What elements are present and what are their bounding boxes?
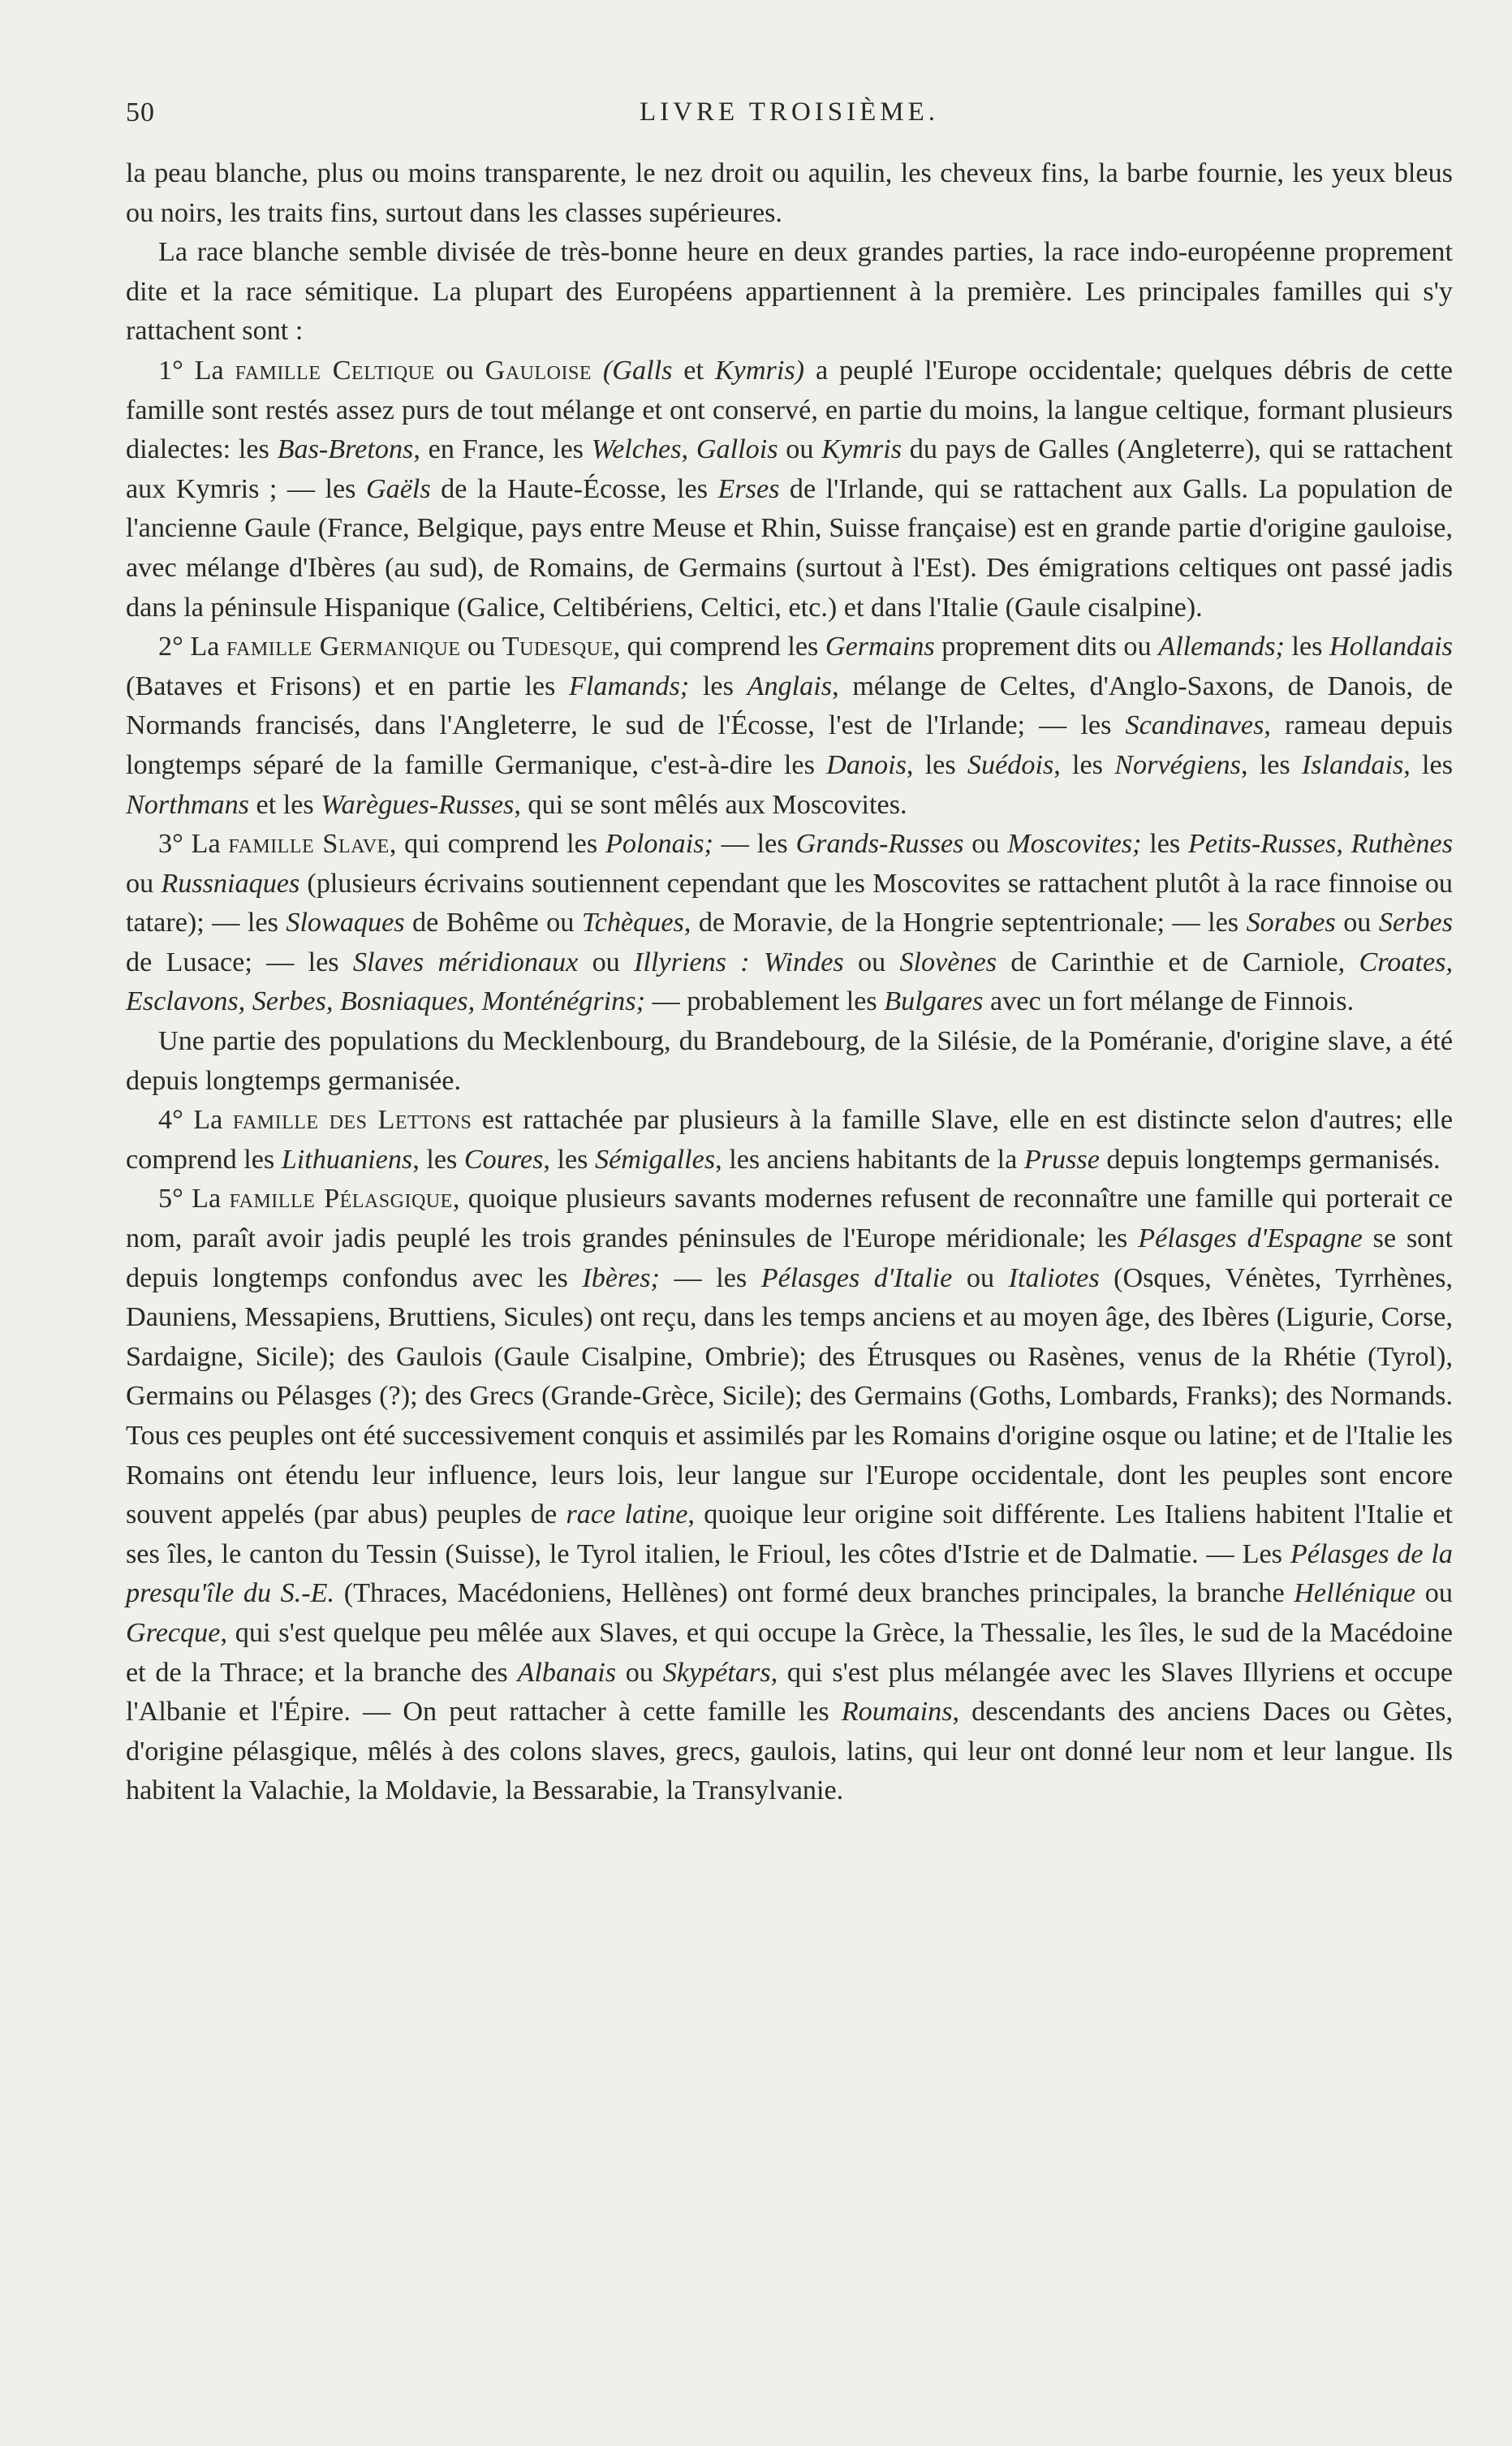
text-run: (plusieurs écrivains soutiennent cependant que les Moscovites se rattachent plutôt à la race finnoise ou tatare); — les — [126, 868, 1454, 938]
text-run: , qui s'est quelque peu mêlée aux Slaves, et qui occupe la Grèce, la Thessalie, les îles, le sud de la Macédoine et de la Thrace; et la branche des — [126, 1617, 1453, 1688]
italic-term: race latine — [566, 1499, 688, 1530]
text-run: de Carinthie et de Carniole, — [997, 947, 1359, 977]
text-run: ou — [843, 947, 900, 977]
italic-term: Grecque — [126, 1617, 221, 1648]
italic-term: Allemands; — [1158, 632, 1285, 662]
text-run: , les — [1403, 749, 1454, 780]
paragraph-p0 — [126, 154, 1453, 233]
text-run: de la Haute-Écosse, les — [430, 473, 718, 504]
text-run: ou — [1335, 908, 1379, 938]
paragraph-p5 — [126, 1022, 1453, 1101]
text-run: — les — [713, 829, 796, 860]
italic-term: Serbes — [1378, 908, 1454, 938]
text-run: , rameau depuis longtemps séparé de la famille Germanique, c'est-à-dire les — [126, 710, 1453, 780]
text-run: ou — [616, 1657, 663, 1688]
text-run: les — [689, 671, 747, 701]
italic-term: Sorabes — [1246, 908, 1336, 938]
italic-term: Islandais — [1301, 749, 1404, 780]
italic-term: Scandinaves — [1125, 710, 1264, 741]
text-run: (Osques, Vénètes, Tyrrhènes, Dauniens, Messapiens, Bruttiens, Sicules) ont reçu, dans les temps anciens et au moyen âge, des Ibères (Ligurie, Corse, Sardaigne, Sicile); des Gaulois (Gaule Cisalpine, Ombrie); des Étrusques ou Rasènes, venus de la Rhétie (Tyrol), Germains ou Pélasges (?); des Grecs (Grande-Grèce, Sicile); des Germains (Goths, Lombards, Franks); des Normands. Tous ces peuples ont été successivement conquis et assimilés par les Romains d'origine osque ou latine; et de l'Italie les Romains ont étendu leur influence, leurs lois, leur langue sur l'Europe occidentale, dont les peuples sont encore souvent appelés (par abus) peuples de — [126, 1262, 1453, 1530]
italic-term: Petits-Russes, Ruthènes — [1188, 829, 1453, 860]
italic-term: Bas-Bretons — [277, 434, 414, 465]
text-run: , qui comprend les — [613, 632, 825, 662]
italic-term: Roumains — [841, 1697, 953, 1728]
text-run: ou — [952, 1262, 1009, 1293]
family-heading: Gauloise — [485, 355, 592, 386]
italic-term: Slaves méridionaux — [352, 947, 579, 977]
italic-term: Slowaques — [286, 908, 405, 938]
italic-term: Ibères; — [582, 1262, 660, 1293]
text-run: , de Moravie, de la Hongrie septentrionale; — les — [683, 908, 1247, 938]
text-run: la peau blanche, plus ou moins transparente, le nez droit ou aquilin, les cheveux fins, la barbe fournie, les yeux bleus ou noirs, les traits fins, surtout dans les classes supérieures. — [126, 158, 1453, 228]
italic-term: (Galls — [592, 355, 673, 386]
page-number: 50 — [126, 97, 155, 127]
italic-term: Gaëls — [365, 473, 431, 504]
text-run: ou — [578, 947, 635, 977]
text-run: , quoique leur origine soit différente. Les Italiens habitent l'Italie et ses îles, le canton du Tessin (Suisse), le Tyrol italien, le Frioul, les côtes d'Istrie et de Dalmatie. — Les — [126, 1499, 1454, 1569]
text-run: a peuplé l'Europe occidentale; quelques débris de cette famille sont restés assez purs de tout mélange et ont conservé, en partie du moins, la langue celtique, formant plusieurs dialectes: les — [126, 355, 1453, 465]
italic-term: Moscovites; — [1007, 829, 1142, 860]
text-run: , qui comprend les — [389, 829, 605, 860]
body-text — [126, 154, 1453, 1811]
italic-term: Albanais — [517, 1657, 617, 1688]
text-run: de l'Irlande, qui se rattachent aux Galls. La population de l'ancienne Gaule (France, Belgique, pays entre Meuse et Rhin, Suisse française) est en grande partie d'origine gauloise, avec mélange d'Ibères (au sud), de Romains, de Germains (surtout à l'Est). Des émigrations celtiques ont passé jadis dans la péninsule Hispanique (Galice, Celtibériens, Celtici, etc.) et dans l'Italie (Gaule cisalpine). — [126, 473, 1453, 623]
italic-term: Welches, Gallois — [591, 434, 778, 465]
text-run: , les anciens habitants de la — [715, 1144, 1024, 1175]
italic-term: Kymris) — [714, 355, 805, 386]
text-run: depuis longtemps germanisés. — [1099, 1144, 1441, 1175]
paragraph-p2 — [126, 352, 1453, 628]
family-heading: famille Slave — [228, 829, 390, 860]
italic-term: Slovènes — [899, 947, 997, 977]
italic-term: Russniaques — [161, 868, 300, 899]
italic-term: Suédois — [967, 749, 1054, 780]
text-run: , mélange de Celtes, d'Anglo-Saxons, de Danois, de Normands francisés, dans l'Angleterre, le sud de l'Écosse, l'est de l'Irlande; — les — [126, 671, 1453, 741]
italic-term: Prusse — [1023, 1144, 1100, 1175]
text-run: — les — [659, 1262, 761, 1293]
text-run: les — [1284, 632, 1330, 662]
paragraph-p7 — [126, 1180, 1453, 1811]
text-run: — probablement les — [644, 986, 885, 1017]
text-run: Une partie des populations du Mecklenbourg, du Brandebourg, de la Silésie, de la Poméranie, d'origine slave, a été depuis longtemps germanisée. — [126, 1026, 1453, 1096]
text-run: et — [672, 355, 715, 386]
family-heading: famille Germanique — [226, 632, 461, 662]
family-heading: famille Celtique — [235, 355, 435, 386]
italic-term: Pélasges d'Espagne — [1138, 1223, 1363, 1254]
italic-term: Lithuaniens — [281, 1144, 413, 1175]
paragraph-p6 — [126, 1101, 1453, 1180]
family-heading: famille Pélasgique — [229, 1184, 453, 1214]
text-run: ou — [126, 868, 162, 899]
running-head — [126, 97, 1453, 146]
italic-term: Croates, Esclavons, Serbes, Bosniaques, Monténégrins; — [126, 947, 1453, 1017]
italic-term: Erses — [717, 473, 780, 504]
text-run: et les — [248, 789, 321, 820]
text-run: avec un fort mélange de Finnois. — [983, 986, 1355, 1017]
text-run: qui s'est plus mélangée avec les Slaves Illyriens et occupe l'Albanie et l'Épire. — On peut rattacher à cette famille les — [126, 1657, 1454, 1728]
italic-term: Hellénique — [1294, 1578, 1416, 1609]
text-run: , en France, les — [413, 434, 592, 465]
italic-term: Kymris — [821, 434, 902, 465]
text-run: , qui se sont mêlés aux Moscovites. — [514, 789, 907, 820]
italic-term: Sémigalles — [595, 1144, 716, 1175]
text-run: 3° La — [158, 829, 229, 860]
text-run: , descendants des anciens Daces ou Gètes, d'origine pélasgique, mêlés à des colons slaves, grecs, gaulois, latins, qui leur ont donné leur nom et leur langue. Ils habitent la Valachie, la Moldavie, la Bessarabie, la Transylvanie. — [126, 1697, 1453, 1806]
italic-term: Polonais; — [605, 829, 713, 860]
paragraph-p3 — [126, 628, 1453, 825]
paragraph-p1 — [126, 233, 1453, 352]
italic-term: Skypétars, — [662, 1657, 778, 1688]
italic-term: Flamands; — [569, 671, 690, 701]
text-run: ou — [460, 632, 502, 662]
text-run: , les — [1240, 749, 1302, 780]
italic-term: Grands-Russes — [795, 829, 964, 860]
italic-term: Bulgares — [884, 986, 984, 1017]
italic-term: Northmans — [126, 789, 249, 820]
italic-term: Tchèques — [581, 908, 684, 938]
italic-term: Illyriens : Windes — [634, 947, 844, 977]
text-run: du pays de Galles (Angleterre), qui se rattachent aux Kymris ; — les — [126, 434, 1453, 504]
italic-term: Pélasges d'Italie — [760, 1262, 953, 1293]
text-run: , les — [1053, 749, 1115, 780]
text-run: , quoique plusieurs savants modernes refusent de reconnaître une famille qui porterait ce nom, paraît avoir jadis peuplé les trois grandes péninsules de l'Europe méridionale; les — [126, 1184, 1454, 1254]
italic-term: Warègues-Russes — [321, 789, 515, 820]
italic-term: Italiotes — [1008, 1262, 1100, 1293]
text-run: ou — [778, 434, 822, 465]
italic-term: Coures — [463, 1144, 544, 1175]
text-run: , les — [906, 749, 967, 780]
text-run: de Lusace; — les — [126, 947, 353, 977]
text-run: 2° La — [158, 632, 226, 662]
italic-term: Pélasges de la presqu'île du S.-E. — [126, 1538, 1453, 1609]
text-run: 1° La — [158, 355, 235, 386]
text-run: 4° La — [158, 1105, 233, 1136]
italic-term: Hollandais — [1329, 632, 1453, 662]
text-run: de Bohême ou — [404, 908, 582, 938]
text-run: ou — [1415, 1578, 1453, 1609]
running-title: LIVRE TROISIÈME. — [639, 97, 940, 127]
italic-term: Anglais — [747, 671, 833, 701]
text-run: , les — [543, 1144, 596, 1175]
text-run: La race blanche semble divisée de très-bonne heure en deux grandes parties, la race indo-européenne proprement dite et la race sémitique. La plupart des Européens appartiennent à la première. Les principales familles qui s'y rattachent sont : — [126, 237, 1453, 347]
text-run: proprement dits ou — [934, 632, 1159, 662]
text-run: , les — [412, 1144, 464, 1175]
text-run: ou — [963, 829, 1008, 860]
text-run: (Bataves et Frisons) et en partie les — [126, 671, 570, 701]
text-run: ou — [434, 355, 485, 386]
family-heading: famille des Lettons — [232, 1105, 472, 1136]
italic-term: Danois — [826, 749, 907, 780]
text-run: se sont depuis longtemps confondus avec les — [126, 1223, 1453, 1293]
family-heading: Tudesque — [502, 632, 614, 662]
italic-term: Norvégiens — [1114, 749, 1241, 780]
italic-term: Germains — [825, 632, 935, 662]
text-run: les — [1141, 829, 1189, 860]
text-run: 5° La — [158, 1184, 230, 1214]
text-run: (Thraces, Macédoniens, Hellènes) ont formé deux branches principales, la branche — [334, 1578, 1294, 1609]
text-run: est rattachée par plusieurs à la famille Slave, elle en est distincte selon d'autres; elle comprend les — [126, 1105, 1454, 1175]
paragraph-p4 — [126, 825, 1453, 1022]
